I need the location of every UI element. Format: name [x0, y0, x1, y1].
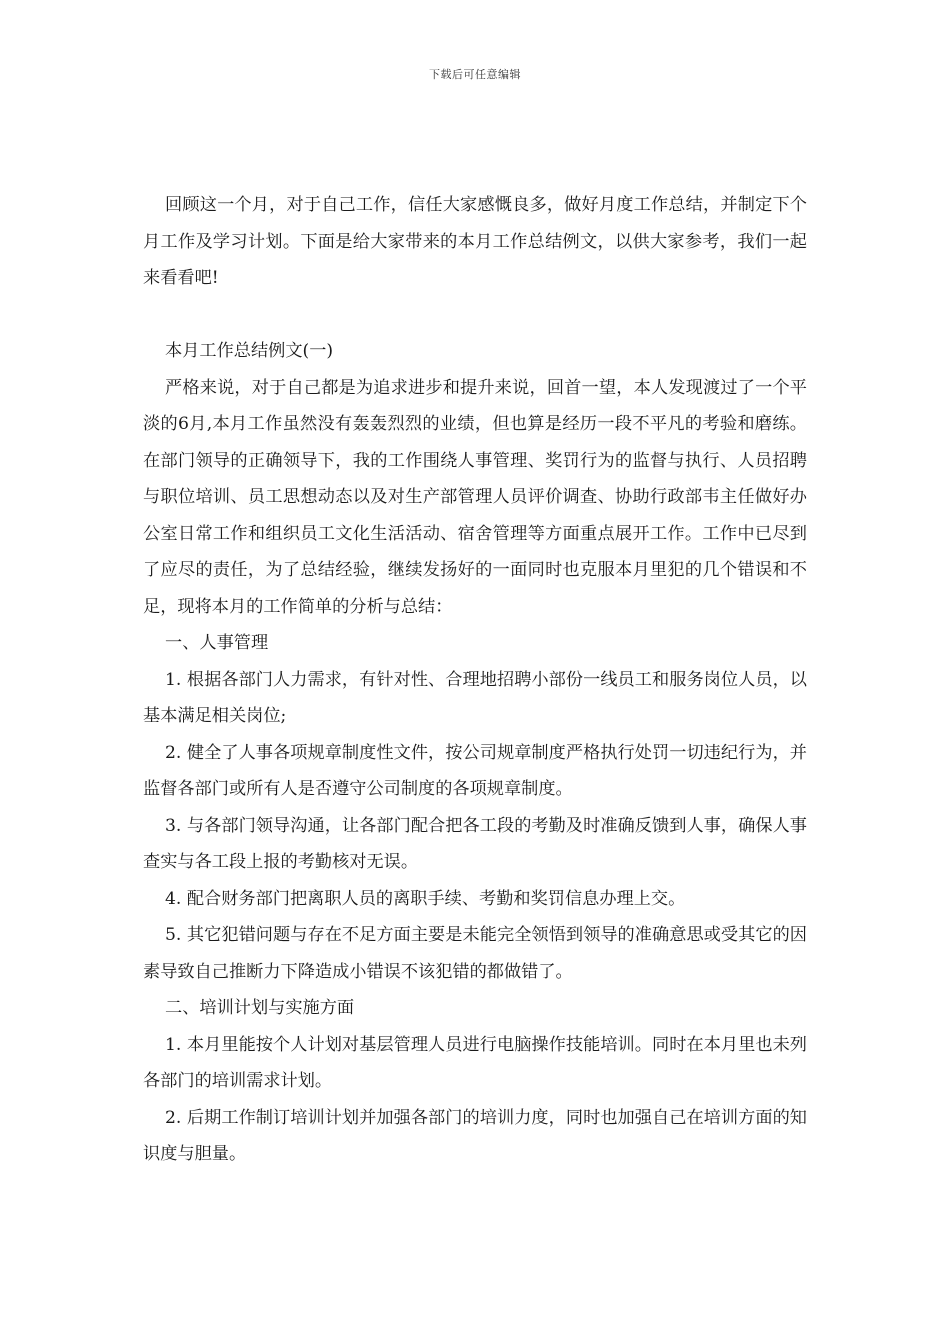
section-title: 本月工作总结例文(一): [165, 341, 334, 361]
document-body: [143, 187, 807, 1173]
intro-paragraph: 回顾这一个月，对于自己工作，信任大家感慨良多，做好月度工作总结，并制定下个月工作及学习计划。下面是给大家带来的本月工作总结例文，以供大家参考，我们一起来看看吧!: [143, 195, 807, 288]
list-item: 2. 健全了人事各项规章制度性文件，按公司规章制度严格执行处罚一切违纪行为，并监督各部门或所有人是否遵守公司制度的各项规章制度。: [143, 742, 807, 799]
list-item: 1. 本月里能按个人计划对基层管理人员进行电脑操作技能培训。同时在本月里也未列各部门的培训需求计划。: [143, 1034, 807, 1091]
list-item: 1. 根据各部门人力需求，有针对性、合理地招聘小部份一线员工和服务岗位人员，以基本满足相关岗位;: [143, 669, 807, 726]
page-header: 下载后可任意编辑: [429, 68, 521, 81]
list-item: 2. 后期工作制订培训计划并加强各部门的培训力度，同时也加强自己在培训方面的知识度与胆量。: [143, 1107, 807, 1164]
list-item: 4. 配合财务部门把离职人员的离职手续、考勤和奖罚信息办理上交。: [165, 888, 686, 909]
list-item: 5. 其它犯错问题与存在不足方面主要是未能完全领悟到领导的准确意思或受其它的因素导致自己推断力下降造成小错误不该犯错的都做错了。: [143, 925, 807, 982]
list-item: 3. 与各部门领导沟通，让各部门配合把各工段的考勤及时准确反馈到人事，确保人事查实与各工段上报的考勤核对无误。: [143, 815, 807, 872]
body-paragraph: 严格来说，对于自己都是为追求进步和提升来说，回首一望，本人发现渡过了一个平淡的6月,本月工作虽然没有轰轰烈烈的业绩，但也算是经历一段不平凡的考验和磨练。在部门领导的正确领导下，我的工作围绕人事管理、奖罚行为的监督与执行、人员招聘与职位培训、员工思想动态以及对生产部管理人员评价调查、协助行政部韦主任做好办公室日常工作和组织员工文化生活活动、宿舍管理等方面重点展开工作。工作中已尽到了应尽的责任，为了总结经验，继续发扬好的一面同时也克服本月里犯的几个错误和不足，现将本月的工作简单的分析与总结：: [143, 377, 807, 617]
heading-personnel-management: 一、人事管理: [165, 633, 269, 653]
blank-line: [143, 297, 807, 334]
heading-training-plan: 二、培训计划与实施方面: [165, 998, 355, 1018]
